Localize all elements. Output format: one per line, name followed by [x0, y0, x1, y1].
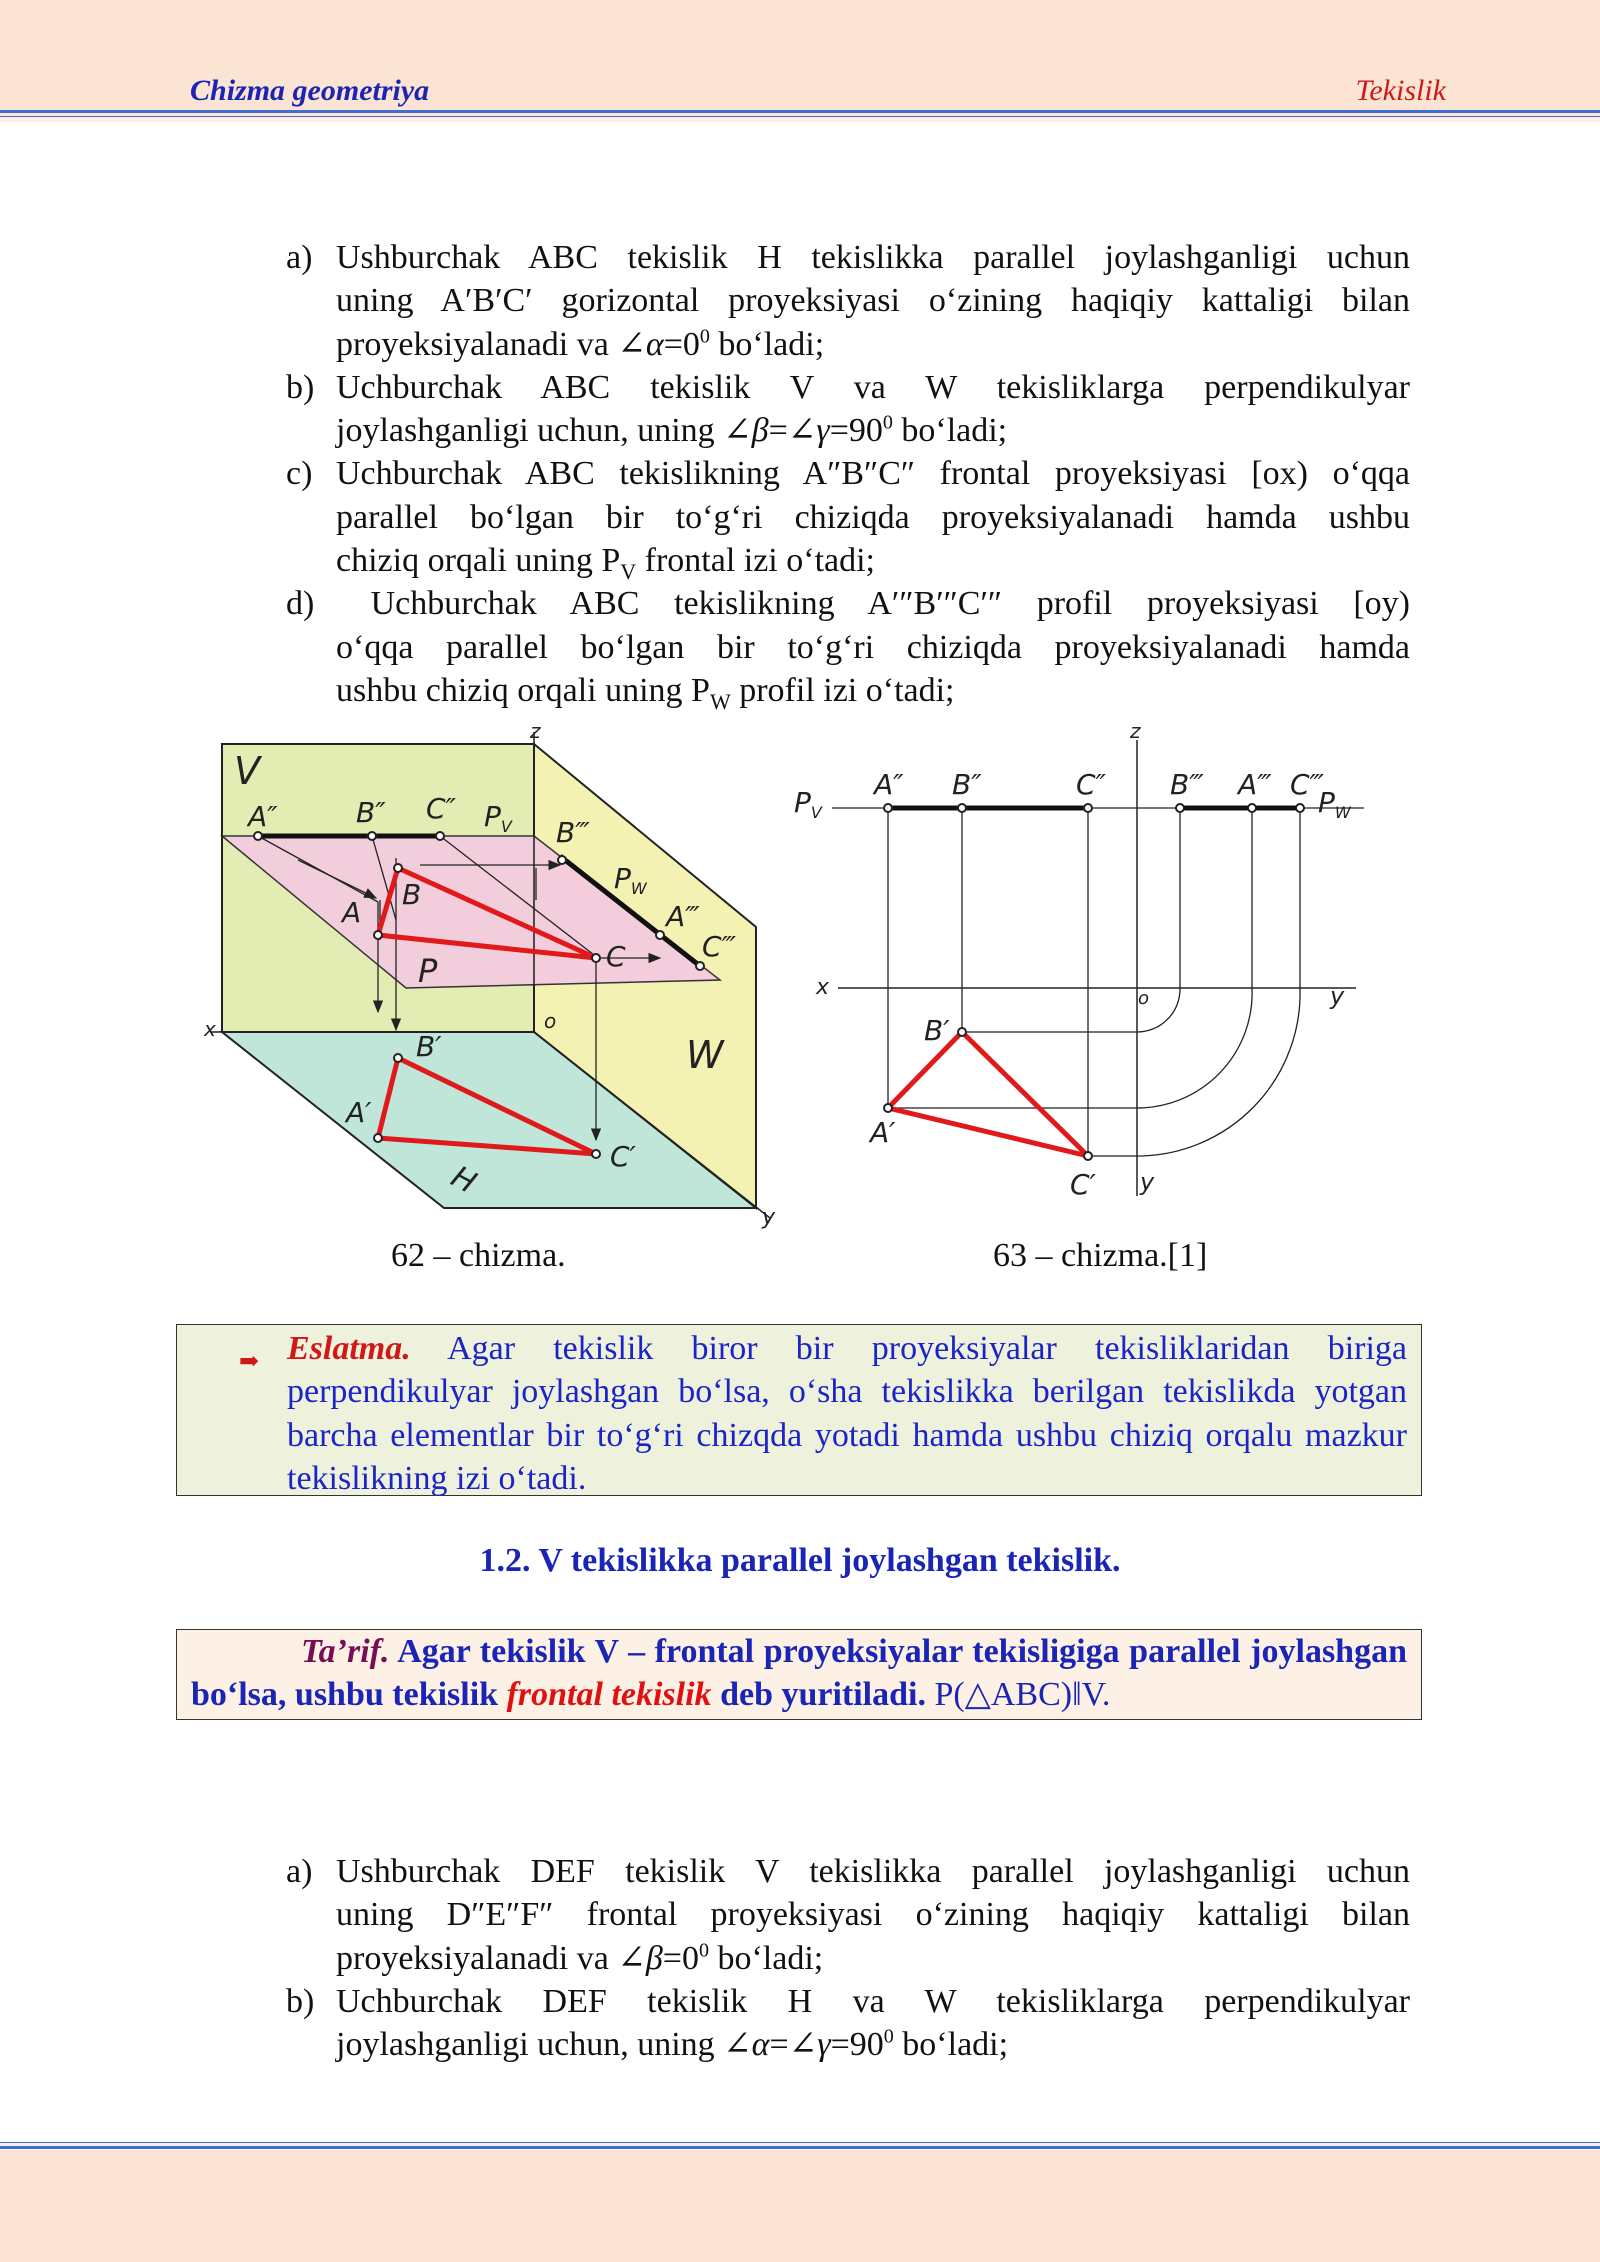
label-b: B	[402, 878, 422, 911]
footer-rule-thin	[0, 2142, 1600, 2143]
properties-list-2	[286, 1850, 1410, 2066]
list-line: Uchburchak ABC tekislikning A″B″C″ frontal proyeksiyasi [ox) o‘qqa	[336, 455, 1410, 493]
list-line: joylashganligi uchun, uning $\angle\alpha=\angle\gamma=90^0$ bo‘ladi;	[336, 2025, 1009, 2064]
arc-c	[1088, 988, 1300, 1156]
label-plane-p: P	[418, 952, 438, 990]
label-axis-y: y	[1330, 982, 1345, 1010]
label-pv: $P_V$	[794, 786, 822, 822]
list-line: proyeksiyalanadi va $\angle\beta=0^0$ bo‘ladi;	[336, 1939, 824, 1977]
label-b3: B‴	[1170, 768, 1204, 801]
label-a1: A′	[346, 1096, 372, 1129]
label-a2: A″	[248, 800, 278, 833]
label-a3: A‴	[666, 900, 700, 933]
label-axis-y2: y	[1140, 1168, 1155, 1196]
definition-term: frontal tekislik	[506, 1676, 712, 1714]
page-footer	[0, 2150, 1600, 2262]
figure-63-points	[884, 804, 1304, 1160]
list-line: chiziq orqali uning $P_V$ frontal izi o‘tadi;	[336, 542, 876, 584]
label-plane-v: V	[234, 749, 260, 793]
list-line: joylashganligi uchun, uning $\angle\beta=\angle\gamma=90^0$ bo‘ladi;	[336, 411, 1008, 450]
list-line: uning D″E″F″ frontal proyeksiyasi o‘zining haqiqiy kattaligi bilan	[336, 1896, 1410, 1934]
label-b1: B′	[416, 1030, 442, 1063]
list-line: Uchburchak DEF tekislik H va W tekisliklarga perpendikulyar	[336, 1982, 1410, 2020]
list-marker: a)	[286, 1853, 313, 1890]
label-axis-y: y	[762, 1205, 776, 1230]
header-book-title: Chizma geometriya	[190, 74, 430, 107]
label-b2: B″	[952, 768, 982, 801]
label-c2: C″	[1076, 768, 1107, 801]
list-line: ushbu chiziq orqali uning $P_W$ profil izi o‘tadi;	[336, 671, 955, 714]
list-item-d	[286, 582, 1410, 712]
note-text	[287, 1327, 1407, 1500]
label-origin: o	[1138, 988, 1150, 1009]
definition-formula: P(△ABC)‖V.	[934, 1676, 1111, 1714]
header-chapter-title: Tekislik	[1355, 74, 1446, 107]
label-a: A	[342, 896, 362, 929]
definition-box	[176, 1629, 1422, 1720]
list-item-a	[286, 236, 1410, 366]
list-line: Ushburchak ABC tekislik H tekislikka parallel joylashganligi uchun	[336, 239, 1410, 276]
definition-text-2: deb yuritiladi.	[720, 1676, 926, 1714]
label-axis-x: x	[816, 975, 830, 1000]
label-a1: A′	[870, 1116, 896, 1149]
figure-62	[196, 718, 796, 1238]
properties-list-1	[286, 236, 1410, 712]
list-marker: a)	[286, 239, 313, 276]
label-c1: C′	[1070, 1168, 1096, 1201]
header-rule	[0, 110, 1600, 113]
list-item-b	[286, 366, 1410, 453]
list-item-b	[286, 1980, 1410, 2067]
label-a2: A″	[874, 768, 904, 801]
definition-text: Agar tekislik V – frontal proyeksiyalar tekisligiga parallel joylashgan bo‘lsa, ushbu tekislik	[191, 1633, 1407, 1714]
label-c2: C″	[426, 792, 457, 825]
definition-label: Ta’rif.	[301, 1633, 390, 1670]
list-line: o‘qqa parallel bo‘lgan bir to‘g‘ri chiziqda proyeksiyalanadi hamda	[336, 628, 1410, 666]
label-pw: $P_W$	[1318, 786, 1351, 822]
label-axis-x: x	[204, 1017, 216, 1041]
triangle-abc-h	[888, 1032, 1088, 1156]
list-marker: b)	[286, 1982, 315, 2020]
label-b1: B′	[924, 1014, 950, 1047]
label-plane-w: W	[686, 1033, 724, 1077]
list-marker: d)	[286, 585, 315, 623]
list-line: uning A′B′C′ gorizontal proyeksiyasi o‘zining haqiqiy kattaligi bilan	[336, 282, 1410, 320]
header-rule-thin	[0, 116, 1600, 117]
caption-figure-62: 62 – chizma.	[391, 1237, 566, 1274]
label-origin: o	[544, 1009, 557, 1033]
caption-figure-63: 63 – chizma.[1]	[993, 1237, 1208, 1274]
note-label: Eslatma.	[287, 1330, 411, 1367]
label-a3: A‴	[1238, 768, 1272, 801]
list-marker: b)	[286, 368, 315, 406]
list-item-c	[286, 452, 1410, 582]
label-plane-h: H	[445, 1159, 482, 1201]
list-line: Uchburchak ABC tekislik V va W tekisliklarga perpendikulyar	[336, 368, 1410, 406]
section-heading: 1.2. V tekislikka parallel joylashgan tekislik.	[479, 1542, 1121, 1579]
label-c3: C‴	[702, 930, 737, 963]
figure-63	[780, 718, 1410, 1202]
label-pw: $P_W$	[614, 862, 647, 898]
label-c: C	[606, 940, 626, 973]
list-item-a	[286, 1850, 1410, 1980]
page-header	[0, 0, 1600, 118]
label-b3: B‴	[556, 816, 590, 849]
list-line: Ushburchak DEF tekislik V tekislikka parallel joylashganligi uchun	[336, 1853, 1410, 1890]
list-line: parallel bo‘lgan bir to‘g‘ri chiziqda proyeksiyalanadi hamda ushbu	[336, 498, 1410, 536]
label-c1: C′	[610, 1140, 636, 1173]
label-axis-z: z	[1130, 719, 1141, 743]
list-marker: c)	[286, 455, 313, 493]
note-box	[176, 1324, 1422, 1496]
note-body: Agar tekislik biror bir proyeksiyalar tekisliklaridan biriga perpendikulyar joylashgan bo‘lsa, o‘sha tekislikka berilgan tekislikda yotgan barcha elementlar bir to‘g‘ri chizqda yotadi hamda ushbu chiziq orqalu mazkur tekislikning izi o‘tadi.	[287, 1330, 1408, 1497]
label-axis-z: z	[530, 719, 541, 743]
label-c3: C‴	[1290, 768, 1325, 801]
label-b2: B″	[356, 796, 386, 829]
list-line: Uchburchak ABC tekislikning A′″B′″C′″ profil proyeksiyasi [oy)	[336, 585, 1410, 623]
list-line: proyeksiyalanadi va $\angle\alpha=0^0$ bo‘ladi;	[336, 325, 825, 363]
arc-a	[888, 988, 1252, 1108]
arrow-right-icon: ➡	[239, 1349, 260, 1375]
footer-rule	[0, 2146, 1600, 2149]
label-pv: $P_V$	[484, 800, 512, 836]
